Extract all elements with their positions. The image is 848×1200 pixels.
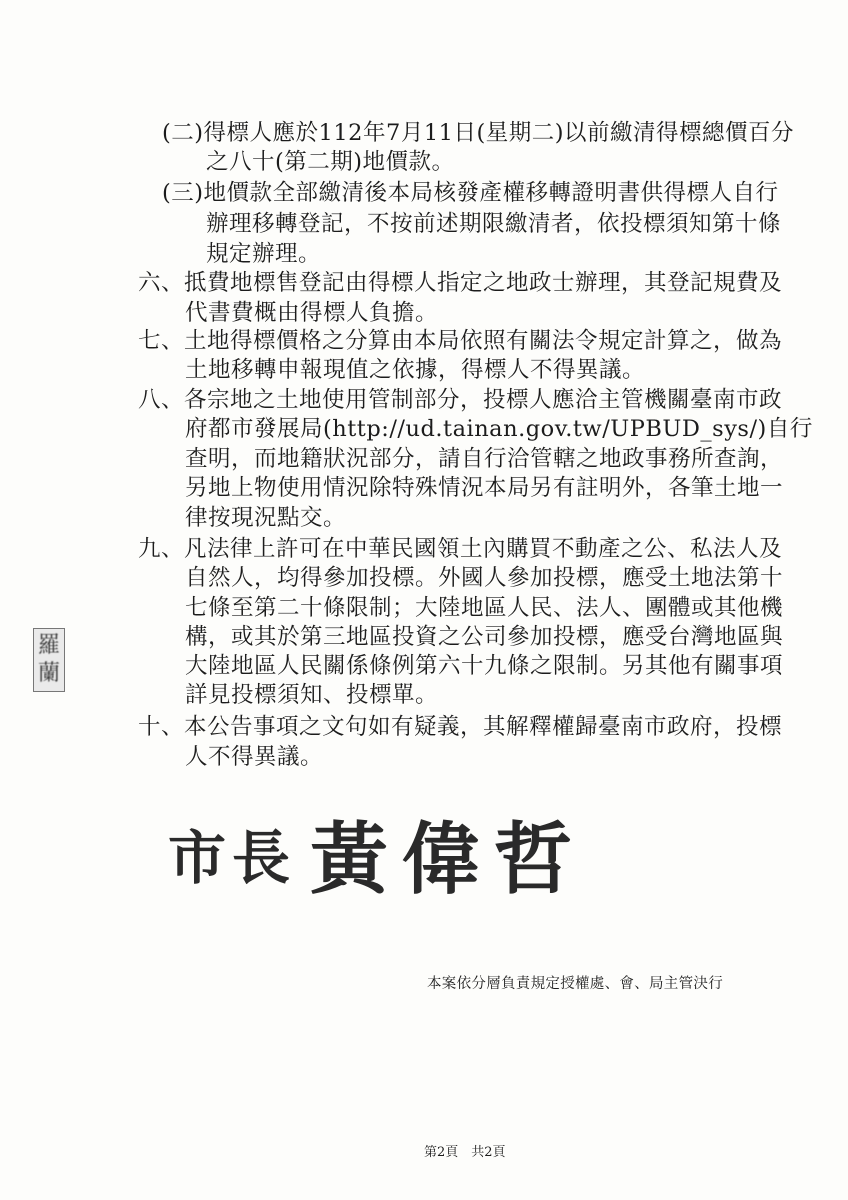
text-line: 大陸地區人民關係條例第六十九條之限制。另其他有關事項 — [185, 653, 784, 679]
text-line: 構，或其於第三地區投資之公司參加投標，應受台灣地區與 — [185, 624, 784, 650]
text-line: 八、各宗地之土地使用管制部分，投標人應洽主管機關臺南市政 — [138, 387, 783, 413]
text-line: 查明，而地籍狀況部分，請自行洽管轄之地政事務所查詢， — [185, 446, 784, 472]
signature-title: 市長 — [168, 824, 297, 892]
text-line: 十、本公告事項之文句如有疑義，其解釋權歸臺南市政府，投標 — [138, 714, 783, 740]
mayor-signature — [168, 808, 608, 905]
seal-stamp — [33, 628, 65, 692]
authorization-note: 本案依分層負責規定授權處、會、局主管決行 — [427, 976, 723, 992]
signature-name: 黃偉哲 — [310, 814, 587, 905]
text-line: 之八十(第二期)地價款。 — [206, 149, 455, 175]
text-line: 七、土地得標價格之分算由本局依照有關法令規定計算之，做為 — [138, 328, 783, 354]
text-line: 土地移轉申報現值之依據，得標人不得異議。 — [185, 357, 646, 383]
text-line: 府都市發展局(http://ud.tainan.gov.tw/UPBUD_sys/)自行 — [185, 416, 813, 442]
text-line: 自然人，均得參加投標。外國人參加投標，應受土地法第十 — [185, 565, 784, 591]
stamp-char: 蘭 — [37, 661, 60, 686]
text-line: 人不得異議。 — [185, 744, 324, 770]
stamp-char: 羅 — [37, 633, 60, 658]
text-line: 六、抵費地標售登記由得標人指定之地政士辦理，其登記規費及 — [138, 270, 783, 296]
text-line: (二)得標人應於112年7月11日(星期二)以前繳清得標總價百分 — [162, 120, 795, 146]
text-line: 九、凡法律上許可在中華民國領土內購買不動產之公、私法人及 — [138, 536, 783, 562]
text-line: 律按現況點交。 — [185, 505, 347, 531]
page-number: 第2頁 共2頁 — [424, 1145, 506, 1160]
text-line: 另地上物使用情況除特殊情況本局另有註明外，各筆土地一 — [185, 475, 784, 501]
text-line: 代書費概由得標人負擔。 — [185, 300, 439, 326]
text-line: (三)地價款全部繳清後本局核發產權移轉證明書供得標人自行 — [162, 180, 779, 206]
text-line: 詳見投標須知、投標單。 — [185, 682, 439, 708]
text-line: 規定辦理。 — [206, 241, 322, 267]
text-line: 七條至第二十條限制；大陸地區人民、法人、團體或其他機 — [185, 595, 784, 621]
text-line: 辦理移轉登記，不按前述期限繳清者，依投標須知第十條 — [206, 211, 782, 237]
